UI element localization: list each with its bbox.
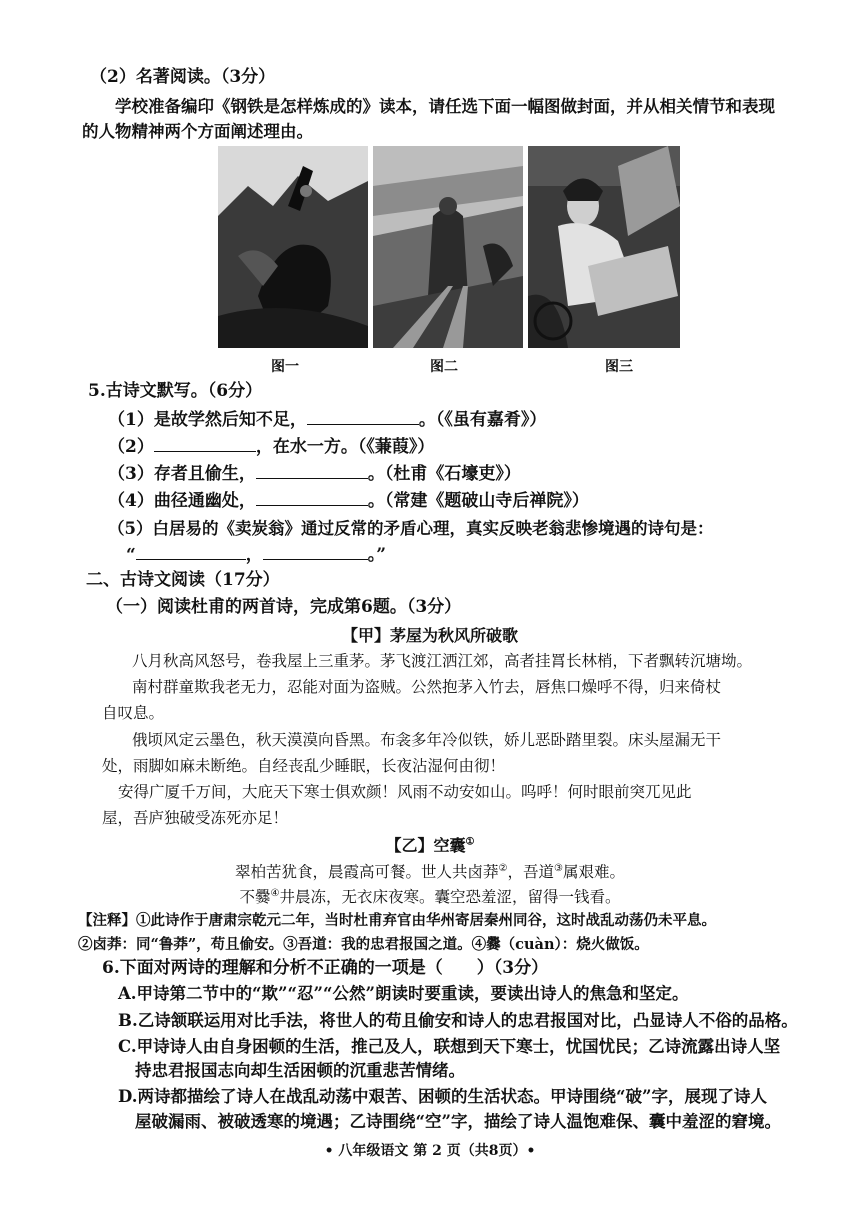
q6-option-b: B.乙诗颔联运用对比手法，将世人的苟且偷安和诗人的忠君报国对比，凸显诗人不俗的品格。 (118, 1011, 798, 1030)
q5-item-3 (108, 462, 521, 485)
notes-line-1: 【注释】①此诗作于唐肃宗乾元二年，当时杜甫弃官由华州寄居秦州同谷，这时战乱动荡仍未平息。 (78, 912, 716, 929)
q5-item-5-text: （5）白居易的《卖炭翁》通过反常的矛盾心理，真实反映老翁悲惨境遇的诗句是： (108, 519, 714, 538)
poem-a-title: 【甲】茅屋为秋风所破歌 (341, 626, 518, 645)
q5-title: 5.古诗文默写。（6分） (88, 381, 263, 401)
q2-text-line1: 学校准备编印《钢铁是怎样炼成的》读本，请任选下面一幅图做封面，并从相关情节和表现 (115, 97, 775, 116)
poem-a-line: 俄顷风定云墨色，秋天漠漠向昏黑。布衾多年冷似铁，娇儿恶卧踏里裂。床头屋漏无干 (132, 731, 722, 749)
poem-b-text: 井晨冻，无衣床夜寒。囊空恐羞涩，留得一钱看。 (279, 888, 621, 906)
q6-title: 6.下面对两诗的理解和分析不正确的一项是（ ）（3分） (102, 958, 549, 978)
q6-option-d-cont: 屋破漏雨、被破透寒的境遇；乙诗围绕“空”字，描绘了诗人温饱难保、囊中羞涩的窘境。 (135, 1112, 781, 1131)
poem-b-line-1 (0, 860, 860, 882)
poem-b-text: 属艰难。 (562, 863, 625, 881)
figure-3-caption: 图三 (605, 359, 633, 375)
comma: ， (245, 545, 263, 565)
poem-b-text: 不爨 (239, 888, 271, 906)
page-footer: • 八年级语文 第 2 页（共8页）• (324, 1143, 536, 1159)
q6-option-c: C.甲诗诗人由自身困顿的生活，推己及人，联想到天下寒士，忧国忧民；乙诗流露出诗人坚 (118, 1037, 781, 1056)
figure-1-caption: 图一 (271, 359, 299, 375)
answer-blank[interactable] (256, 462, 368, 479)
poem-b-line-2 (0, 885, 860, 907)
poem-b-text: 翠柏苦犹食，晨霞高可餐。世人共卤莽 (235, 863, 499, 881)
answer-blank[interactable] (263, 543, 368, 560)
answer-blank[interactable] (154, 435, 256, 452)
footnote-mark: ① (465, 836, 475, 848)
q5-item-2 (108, 435, 434, 458)
poem-b-title-text: 【乙】空囊 (385, 836, 466, 855)
q6-option-c-cont: 持忠君报国志向却生活困顿的沉重悲苦情绪。 (135, 1061, 465, 1080)
poem-a-line: 八月秋高风怒号，卷我屋上三重茅。茅飞渡江洒江郊，高者挂罥长林梢，下者飘转沉塘坳。 (132, 652, 753, 670)
figure-1-illustration (218, 146, 368, 348)
q2-title: （2）名著阅读。（3分） (90, 67, 276, 87)
answer-blank[interactable] (136, 543, 246, 560)
footnote-mark: ④ (270, 887, 280, 899)
q6-option-a: A.甲诗第二节中的“欺”“忍”“公然”朗读时要重读，要读出诗人的焦急和坚定。 (118, 984, 689, 1003)
open-quote: “ (126, 545, 136, 565)
footnote-mark: ② (498, 862, 508, 874)
section-2-sub1: （一）阅读杜甫的两首诗，完成第6题。（3分） (106, 597, 462, 617)
answer-blank[interactable] (307, 408, 419, 425)
q5-item-2-text: ，在水一方。（《蒹葭》） (255, 437, 435, 457)
figure-3-illustration (528, 146, 680, 348)
q5-item-2-num: （2） (108, 437, 154, 457)
footnote-mark: ③ (554, 862, 563, 874)
q5-item-4-text: （4）曲径通幽处， (108, 491, 256, 511)
q5-item-1-source: 。（《虽有嘉肴》） (418, 410, 547, 430)
q5-item-3-text: （3）存者且偷生， (108, 464, 256, 484)
answer-blank[interactable] (256, 489, 368, 506)
close-quote: 。” (367, 545, 387, 565)
section-2-title: 二、古诗文阅读（17分） (86, 570, 280, 590)
q5-item-4 (108, 489, 589, 512)
poem-a-line: 安得广厦千万间，大庇天下寒士俱欢颜！风雨不动安如山。呜呼！何时眼前突兀见此 (118, 783, 692, 801)
figure-2-illustration (373, 146, 523, 348)
q6-option-d: D.两诗都描绘了诗人在战乱动荡中艰苦、困顿的生活状态。甲诗围绕“破”字，展现了诗人 (118, 1087, 767, 1106)
q5-item-4-source: 。（常建《题破山寺后禅院》） (367, 491, 589, 511)
figure-2-caption: 图二 (430, 359, 458, 375)
poem-a-line: 自叹息。 (102, 704, 165, 722)
q5-item-1 (108, 408, 546, 431)
poem-a-line: 南村群童欺我老无力，忍能对面为盗贼。公然抱茅入竹去，唇焦口燥呼不得，归来倚杖 (132, 678, 722, 696)
notes-line-2: ②卤莽：同“鲁莽”，苟且偷安。③吾道：我的忠君报国之道。④爨（cuàn）：烧火做饭。 (78, 936, 649, 953)
q5-item-3-source: 。（杜甫《石壕吏》） (367, 464, 521, 484)
q5-item-1-text: （1）是故学然后知不足， (108, 410, 307, 430)
poem-a-line: 处，雨脚如麻未断绝。自经丧乱少睡眠，长夜沾湿何由彻！ (102, 757, 506, 775)
q5-item-5-blanks (126, 543, 386, 566)
q2-text-line2: 的人物精神两个方面阐述理由。 (82, 122, 313, 141)
poem-a-line: 屋，吾庐独破受冻死亦足！ (102, 809, 289, 827)
poem-b-text: ，吾道 (507, 863, 554, 881)
poem-b-title (0, 833, 860, 856)
